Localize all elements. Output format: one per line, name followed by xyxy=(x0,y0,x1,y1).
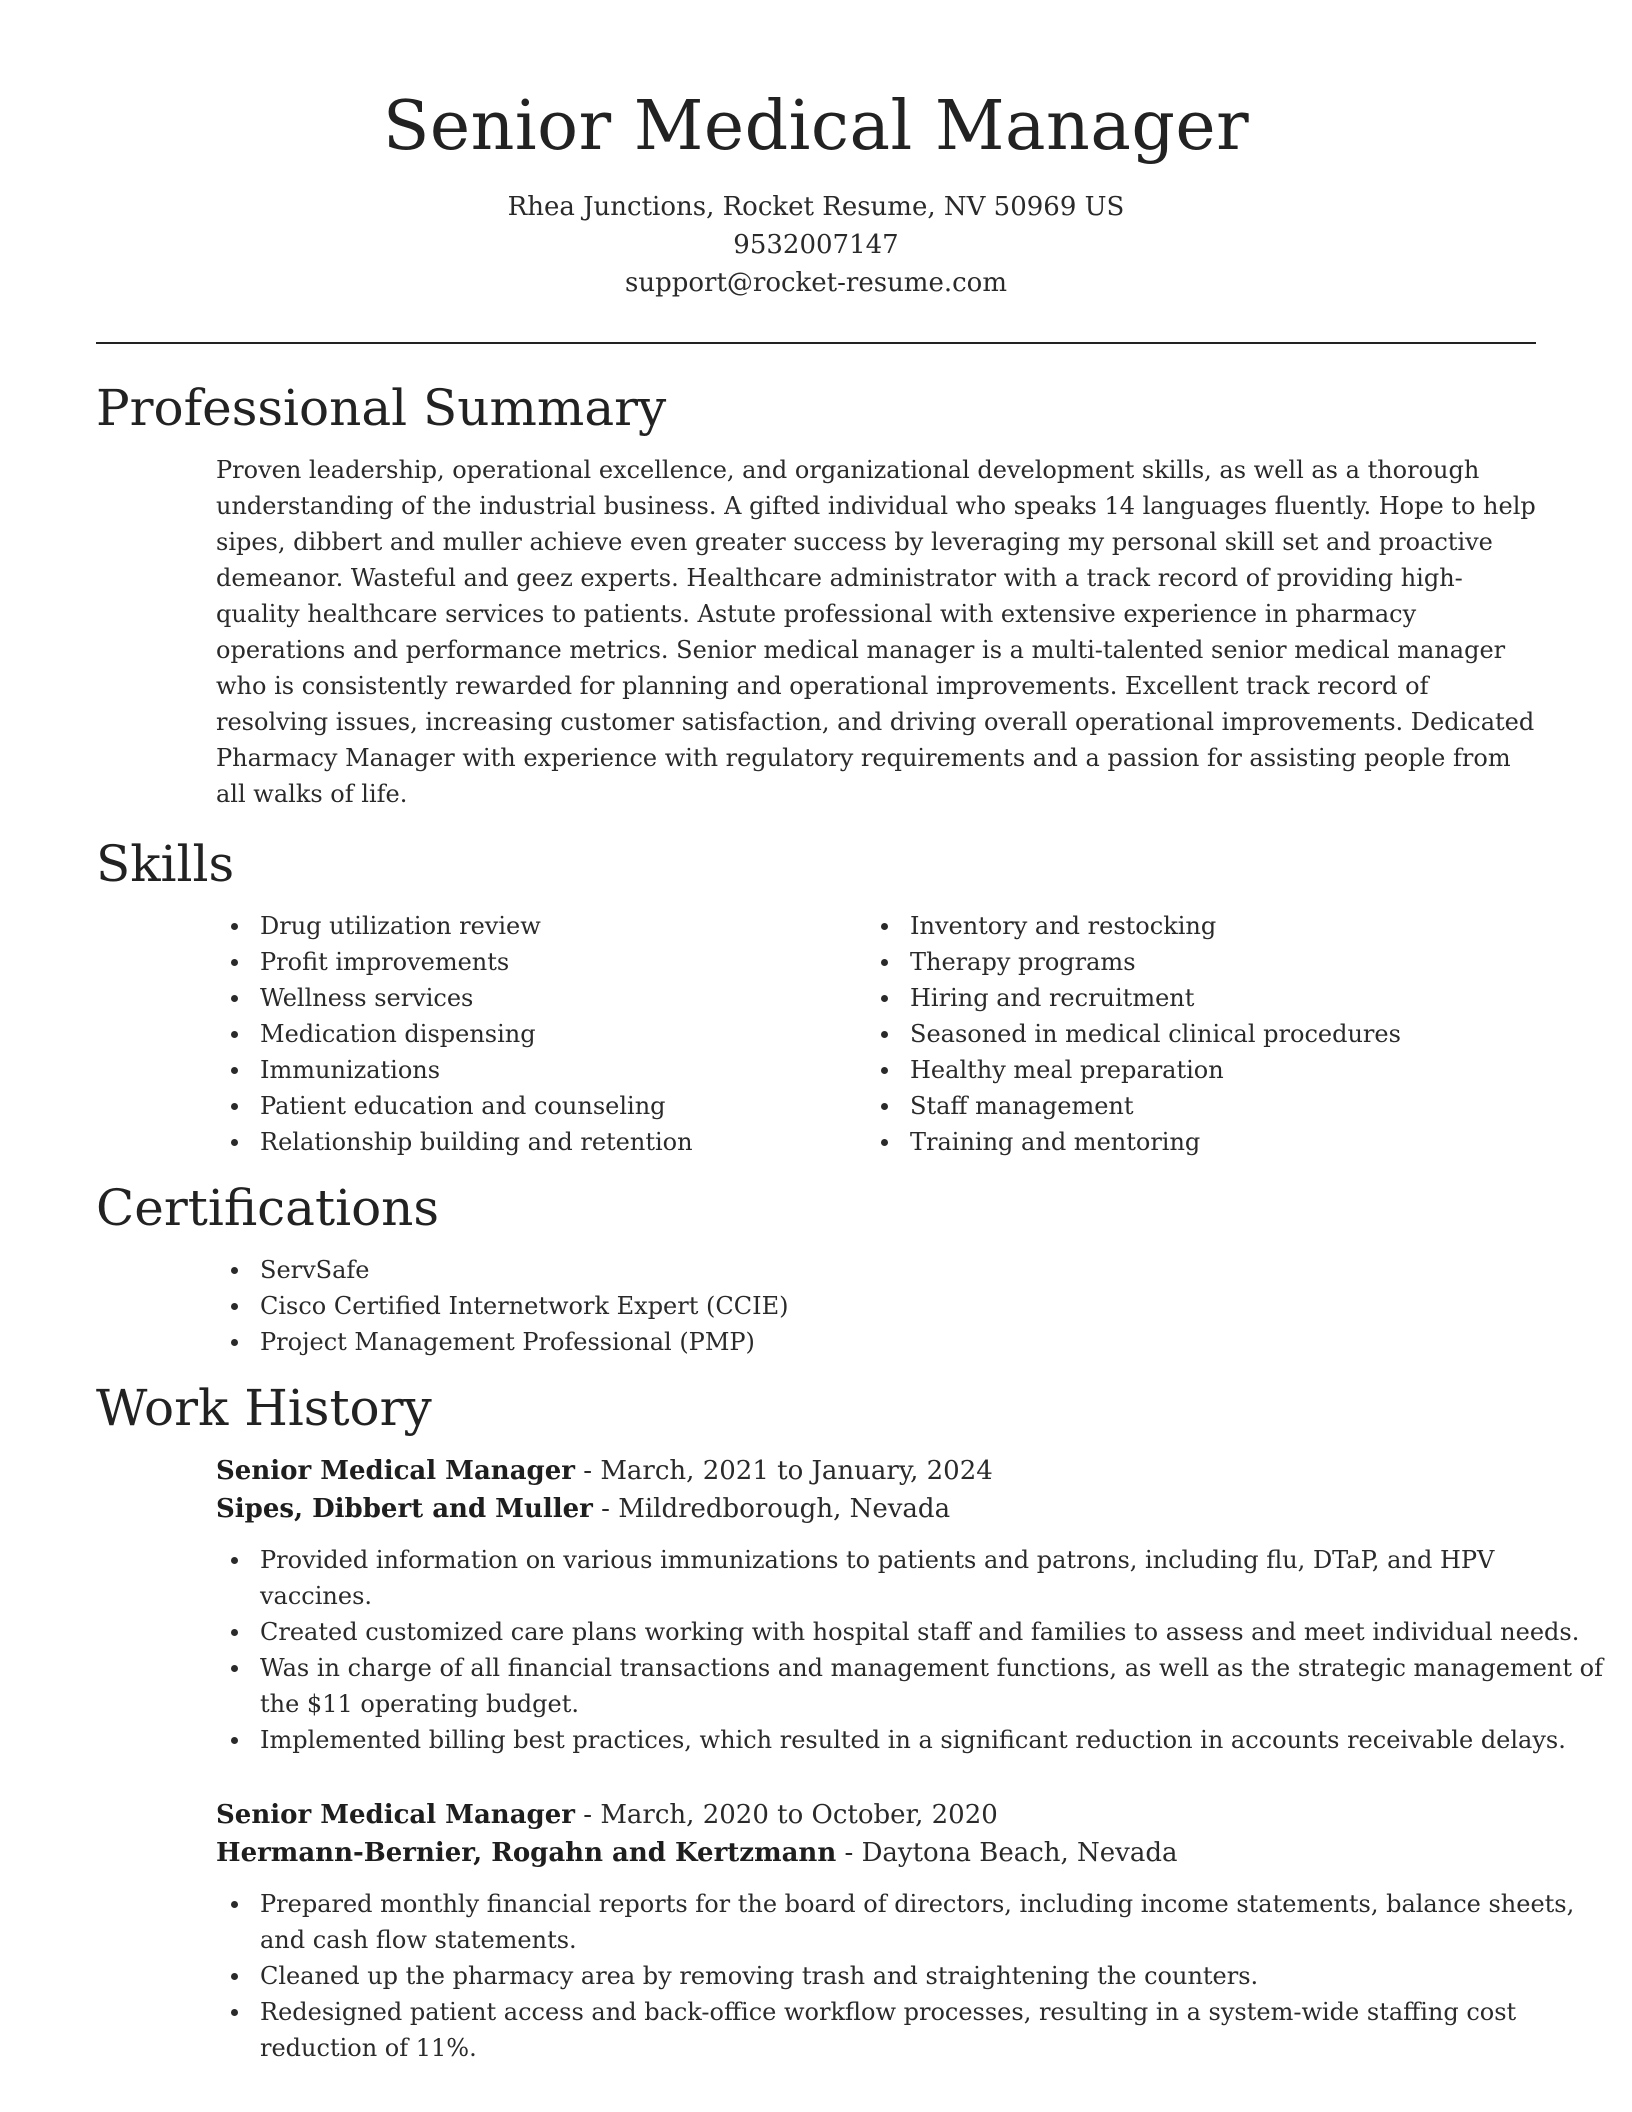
work-history-heading: Work History xyxy=(96,1379,432,1437)
contact-email: support@rocket-resume.com xyxy=(624,267,1007,298)
skill-item: Therapy programs xyxy=(866,944,1516,980)
skills-list-left xyxy=(216,908,866,1160)
job-title-line xyxy=(216,1452,1536,1490)
skill-item: Healthy meal preparation xyxy=(866,1052,1516,1088)
summary-heading: Professional Summary xyxy=(96,379,667,437)
separator: - xyxy=(574,1456,601,1486)
certifications-section xyxy=(96,1178,1536,1360)
certifications-list xyxy=(216,1252,1536,1360)
job-location: Daytona Beach, Nevada xyxy=(861,1838,1178,1868)
skill-item: Medication dispensing xyxy=(216,1016,866,1052)
contact-block xyxy=(0,188,1632,302)
separator: - xyxy=(592,1494,619,1524)
job-title: Senior Medical Manager xyxy=(216,1800,575,1830)
skill-item: Training and mentoring xyxy=(866,1124,1516,1160)
contact-phone: 9532007147 xyxy=(733,229,899,260)
job-bullet: Was in charge of all financial transactions and management functions, as well as the strategic management of the $11 operating budget. xyxy=(216,1650,1604,1722)
skill-item: Staff management xyxy=(866,1088,1516,1124)
header-divider xyxy=(96,342,1536,344)
skills-heading: Skills xyxy=(96,835,235,893)
resume-body xyxy=(96,378,1603,2066)
skill-item: Relationship building and retention xyxy=(216,1124,866,1160)
job-bullet: Redesigned patient access and back-office workflow processes, resulting in a system-wide staffing cost reduction of 11%. xyxy=(216,1994,1604,2066)
job-company-line xyxy=(216,1834,1536,1872)
resume-header xyxy=(0,0,1632,302)
job-dates: March, 2020 to October, 2020 xyxy=(600,1800,998,1830)
certification-item: Cisco Certified Internetwork Expert (CCIE) xyxy=(216,1288,1536,1324)
work-history-section xyxy=(96,1378,1603,2066)
skill-item: Wellness services xyxy=(216,980,866,1016)
skill-item: Hiring and recruitment xyxy=(866,980,1516,1016)
skill-item: Inventory and restocking xyxy=(866,908,1516,944)
skill-item: Seasoned in medical clinical procedures xyxy=(866,1016,1516,1052)
certification-item: Project Management Professional (PMP) xyxy=(216,1324,1536,1360)
resume-name: Senior Medical Manager xyxy=(382,87,1250,166)
job-bullet: Implemented billing best practices, which resulted in a significant reduction in accounts receivable delays. xyxy=(216,1722,1604,1758)
job-bullet: Created customized care plans working with hospital staff and families to assess and meet individual needs. xyxy=(216,1614,1604,1650)
separator: - xyxy=(574,1800,601,1830)
summary-text: Proven leadership, operational excellence, and organizational development skills, as well as a thorough understanding of the industrial business. A gifted individual who speaks 14 languages fluently. Hope to help sipes, dibbert and muller achieve even greater success by leveraging my personal skill set and proactive demeanor. Wasteful and geez experts. Healthcare administrator with a track record of providing high-quality healthcare services to patients. Astute professional with extensive experience in pharmacy operations and performance metrics. Senior medical manager is a multi-talented senior medical manager who is consistently rewarded for planning and operational improvements. Excellent track record of resolving issues, increasing customer satisfaction, and driving overall operational improvements. Dedicated Pharmacy Manager with experience with regulatory requirements and a passion for assisting people from all walks of life. xyxy=(216,456,1536,808)
skill-item: Immunizations xyxy=(216,1052,866,1088)
summary-section xyxy=(96,378,1536,812)
certification-item: ServSafe xyxy=(216,1252,1536,1288)
contact-address: Rhea Junctions, Rocket Resume, NV 50969 US xyxy=(507,191,1125,222)
job-bullet: Prepared monthly financial reports for the board of directors, including income statements, balance sheets, and cash flow statements. xyxy=(216,1886,1604,1958)
job-location: Mildredborough, Nevada xyxy=(618,1494,951,1524)
job-title: Senior Medical Manager xyxy=(216,1456,575,1486)
skills-list-right xyxy=(866,908,1516,1160)
job-bullet: Provided information on various immunizations to patients and patrons, including flu, DTaP, and HPV vaccines. xyxy=(216,1542,1604,1614)
job-company: Sipes, Dibbert and Muller xyxy=(216,1494,593,1524)
separator: - xyxy=(836,1838,862,1868)
job-bullet-list xyxy=(216,1542,1603,1758)
skill-item: Profit improvements xyxy=(216,944,866,980)
job-company-line xyxy=(216,1490,1536,1528)
job-entry xyxy=(216,1452,1603,1758)
job-dates: March, 2021 to January, 2024 xyxy=(600,1456,993,1486)
job-company: Hermann-Bernier, Rogahn and Kertzmann xyxy=(216,1838,837,1868)
skill-item: Patient education and counseling xyxy=(216,1088,866,1124)
skill-item: Drug utilization review xyxy=(216,908,866,944)
job-bullet-list xyxy=(216,1886,1575,2066)
job-title-line xyxy=(216,1796,1536,1834)
job-bullet: Cleaned up the pharmacy area by removing trash and straightening the counters. xyxy=(216,1958,1604,1994)
skills-section xyxy=(96,834,1536,1160)
certifications-heading: Certifications xyxy=(96,1179,440,1237)
skills-grid xyxy=(216,908,1536,1160)
job-entry xyxy=(216,1796,1575,2066)
